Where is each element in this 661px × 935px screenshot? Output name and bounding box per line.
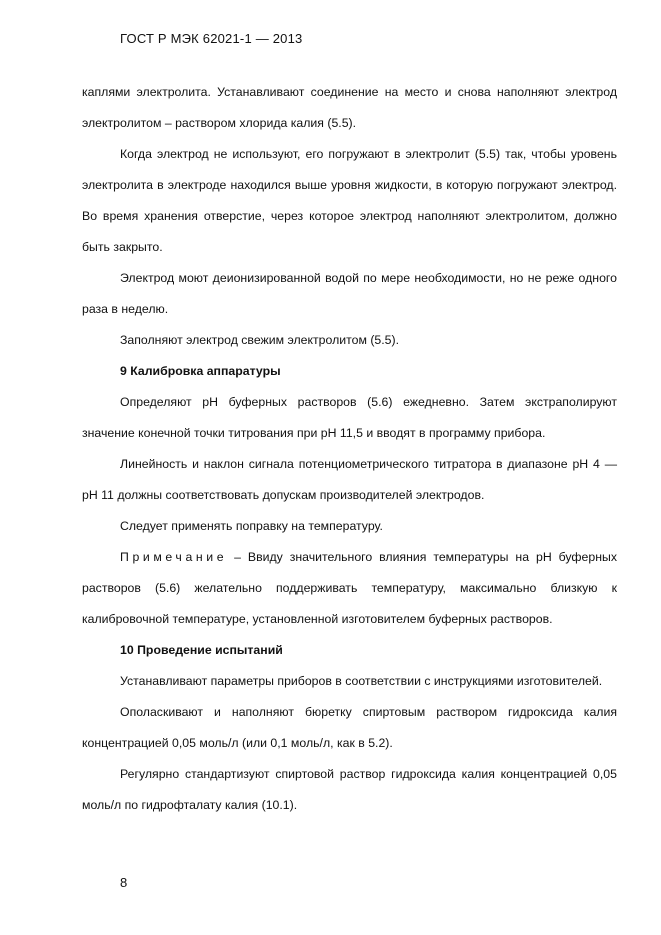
document-body xyxy=(82,77,617,821)
paragraph-continuation: каплями электролита. Устанавливают соединение на место и снова наполняют электрод электролитом – раствором хлорида калия (5.5). xyxy=(82,85,617,130)
paragraph-temperature-correction: Следует применять поправку на температуру. xyxy=(120,519,383,533)
paragraph-electrode-washing: Электрод моют деионизированной водой по мере необходимости, но не реже одного раза в неделю. xyxy=(82,271,617,316)
note-paragraph xyxy=(82,542,617,635)
section-heading-testing: 10 Проведение испытаний xyxy=(120,643,283,657)
paragraph-burette-rinse: Ополаскивают и наполняют бюретку спиртовым раствором гидроксида калия концентрацией 0,05 моль/л (или 0,1 моль/л, как в 5.2). xyxy=(82,705,617,750)
paragraph-standardization: Регулярно стандартизуют спиртовой раствор гидроксида калия концентрацией 0,05 моль/л по гидрофталату калия (10.1). xyxy=(82,767,617,812)
paragraph-linearity: Линейность и наклон сигнала потенциометрического титратора в диапазоне рН 4 — рН 11 должны соответствовать допускам производителей электродов. xyxy=(82,457,617,502)
paragraph-electrode-storage: Когда электрод не используют, его погружают в электролит (5.5) так, чтобы уровень электролита в электроде находился выше уровня жидкости, в которую погружают электрод. Во время хранения отверстие, через которое электрод наполняют электролитом, должно быть закрыто. xyxy=(82,147,617,254)
section-heading-calibration: 9 Калибровка аппаратуры xyxy=(120,364,281,378)
note-label: Примечание xyxy=(120,550,228,564)
paragraph-buffer-ph: Определяют рН буферных растворов (5.6) ежедневно. Затем экстраполируют значение конечной точки титрования при рН 11,5 и вводят в программу прибора. xyxy=(82,395,617,440)
page-number: 8 xyxy=(120,875,128,890)
paragraph-instrument-parameters: Устанавливают параметры приборов в соответствии с инструкциями изготовителей. xyxy=(120,674,603,688)
paragraph-electrode-filling: Заполняют электрод свежим электролитом (5.5). xyxy=(120,333,400,347)
note-text: – Ввиду значительного влияния температуры на рН буферных растворов (5.6) желательно поддерживать температуру, максимально близкую к калибровочной температуре, установленной изготовителем буферных растворов. xyxy=(82,550,617,626)
document-header: ГОСТ Р МЭК 62021-1 — 2013 xyxy=(120,31,303,46)
